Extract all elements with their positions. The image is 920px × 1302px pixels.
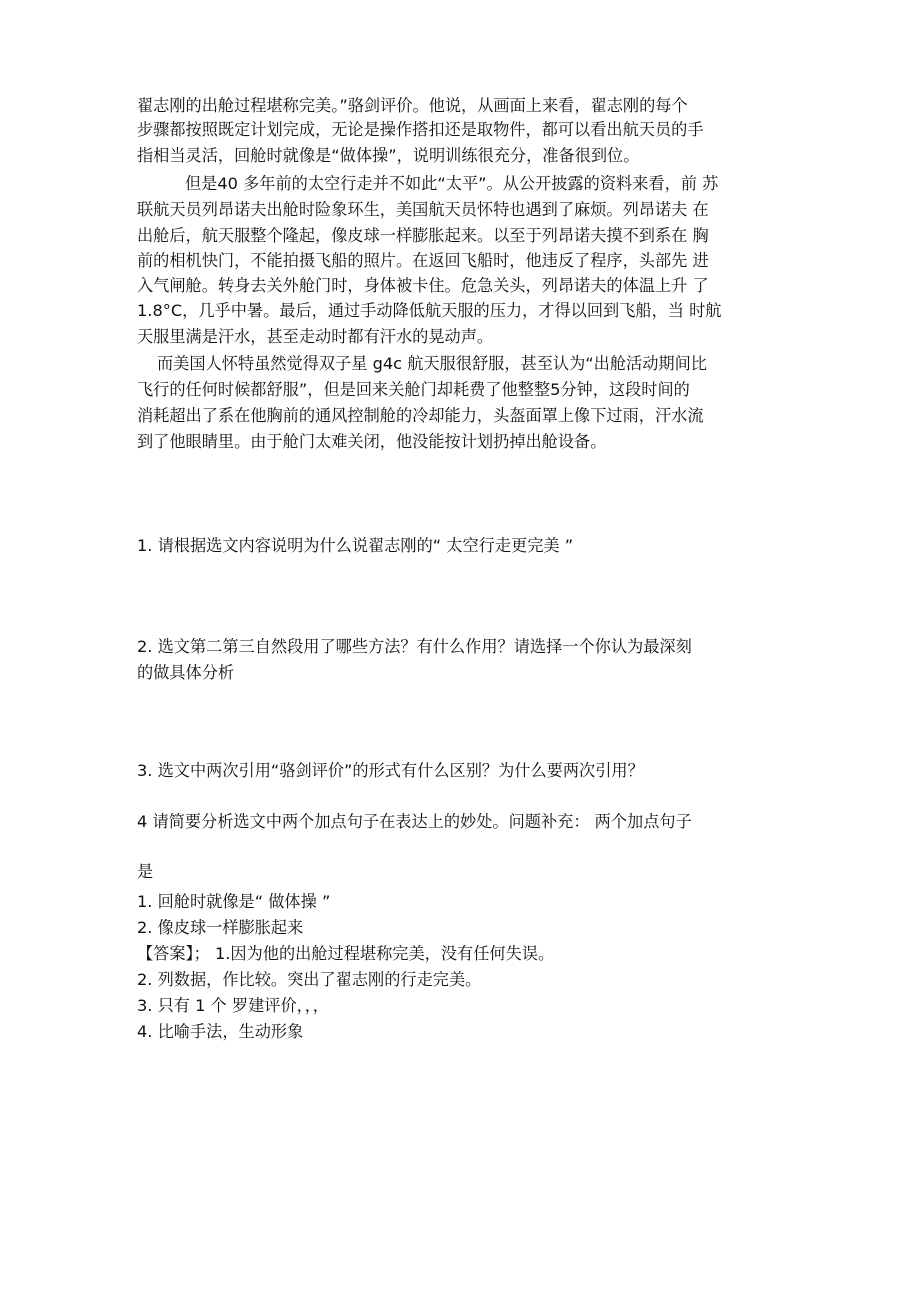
passage-line: 飞行的任何时候都舒服”，但是回来关舱门却耗费了他整整5分钟，这段时间的 [137, 380, 690, 399]
dotted-sentence-2: 2. 像皮球一样膨胀起来 [137, 918, 304, 937]
passage-line: 消耗超出了系在他胸前的通风控制舱的冷却能力，头盔面罩上像下过雨，汗水流 [137, 406, 704, 425]
answer-1: 【答案】； 1.因为他的出舱过程堪称完美，没有任何失误。 [137, 944, 555, 963]
passage-line: 联航天员列昂诺夫出舱时险象环生，美国航天员怀特也遇到了麻烦。列昂诺夫 在 [137, 200, 709, 219]
passage-line: 但是40 多年前的太空行走并不如此“太平”。从公开披露的资料来看，前 苏 [185, 174, 719, 193]
passage-line: 1.8°C，几乎中暑。最后，通过手动降低航天服的压力，才得以回到飞船，当 时航 [137, 301, 722, 320]
passage-line: 天服里满是汗水，甚至走动时都有汗水的晃动声。 [137, 327, 494, 346]
question-2-continued: 的做具体分析 [137, 663, 235, 682]
passage-line: 出舱后，航天服整个隆起，像皮球一样膨胀起来。以至于列昂诺夫摸不到系在 胸 [137, 226, 709, 245]
question-2: 2. 选文第二第三自然段用了哪些方法？有什么作用？请选择一个你认为最深刻 [137, 637, 692, 656]
question-4-continued: 是 [137, 862, 154, 881]
passage-line: 到了他眼睛里。由于舱门太难关闭，他没能按计划扔掉出舱设备。 [137, 432, 607, 451]
question-3: 3. 选文中两次引用“骆剑评价”的形式有什么区别？为什么要两次引用？ [137, 761, 644, 780]
passage-line: 前的相机快门，不能拍摄飞船的照片。在返回飞船时，他违反了程序，头部先 进 [137, 251, 709, 270]
passage-line: 指相当灵活，回舱时就像是“做体操”，说明训练很充分，准备很到位。 [137, 146, 640, 165]
question-1: 1. 请根据选文内容说明为什么说翟志刚的“ 太空行走更完美 ” [137, 536, 574, 555]
question-4: 4 请简要分析选文中两个加点句子在表达上的妙处。问题补充： 两个加点句子 [137, 812, 692, 831]
dotted-sentence-1: 1. 回舱时就像是“ 做体操 ” [137, 892, 331, 911]
passage-line: 翟志刚的出舱过程堪称完美。”骆剑评价。他说，从画面上来看，翟志刚的每个 [137, 96, 688, 115]
answer-3: 3. 只有 1 个 罗建评价，，， [137, 996, 329, 1015]
answer-4: 4. 比喻手法，生动形象 [137, 1022, 304, 1041]
passage-line: 而美国人怀特虽然觉得双子星 g4c 航天服很舒服，甚至认为“出舱活动期间比 [157, 354, 707, 373]
passage-line: 入气闸舱。转身去关外舱门时，身体被卡住。危急关头，列昂诺夫的体温上升 了 [137, 276, 709, 295]
passage-line: 步骤都按照既定计划完成，无论是操作搭扣还是取物件，都可以看出航天员的手 [137, 120, 704, 139]
answer-2: 2. 列数据，作比较。突出了翟志刚的行走完美。 [137, 970, 482, 989]
